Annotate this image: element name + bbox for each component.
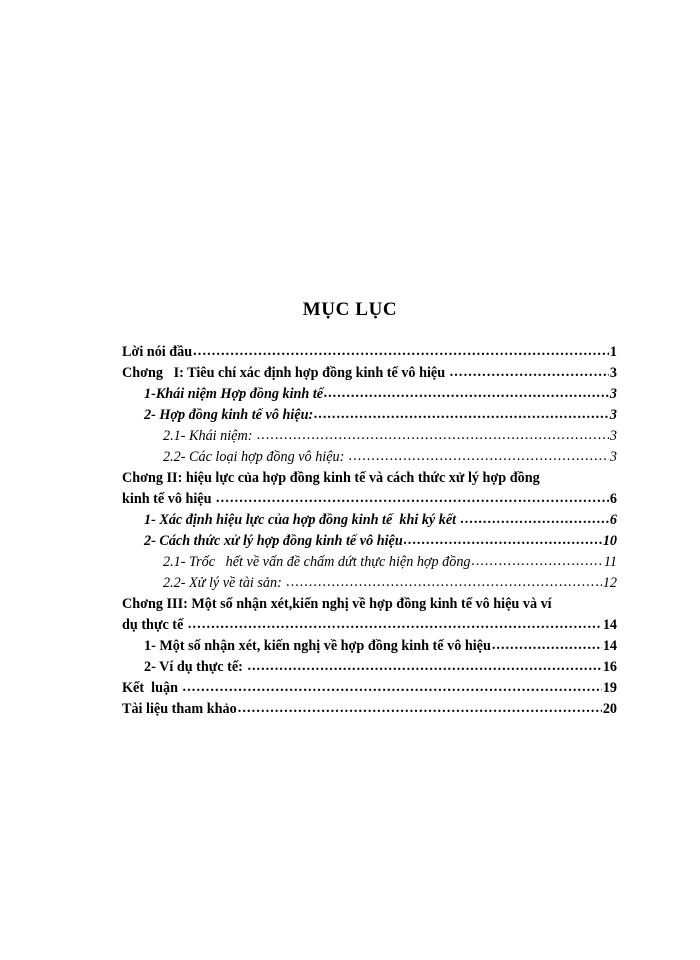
page-title: MỤC LỤC bbox=[302, 299, 398, 320]
toc-entry-title: 2- Cách thức xử lý hợp đồng kinh tế vô hiệu bbox=[144, 533, 403, 549]
toc-entry-title-line1: Chơng II: hiệu lực của hợp đồng kinh tế và cách thức xử lý hợp đồng bbox=[122, 470, 540, 486]
toc-entry-title: 2- Hợp đồng kinh tế vô hiệu: bbox=[144, 407, 314, 423]
toc-entry[interactable] bbox=[144, 657, 617, 678]
toc-entry-row bbox=[122, 678, 617, 699]
toc-entry[interactable] bbox=[144, 636, 617, 657]
toc-leader-dots bbox=[216, 488, 609, 509]
toc-entry[interactable] bbox=[144, 405, 617, 426]
toc-entry-row bbox=[163, 552, 617, 573]
toc-entry-title: 2.1- Khái niệm: bbox=[163, 428, 256, 444]
toc-entry[interactable] bbox=[122, 342, 617, 363]
toc-leader-dots bbox=[286, 572, 601, 593]
toc-entry-row bbox=[144, 510, 617, 531]
toc-entry-row bbox=[122, 363, 617, 384]
toc-leader-dots bbox=[472, 551, 603, 572]
toc-entry[interactable] bbox=[163, 552, 617, 573]
toc-entry-title: 2.2- Các loại hợp đồng vô hiệu: bbox=[163, 449, 348, 465]
toc-page-number: 6 bbox=[609, 512, 617, 528]
toc-entry-title: 1- Xác định hiệu lực của hợp đồng kinh tế khi ký kết bbox=[144, 512, 460, 528]
toc-entry-title: 1-Khái niệm Hợp đồng kinh tế bbox=[144, 386, 324, 402]
toc-entry-title: 1- Một số nhận xét, kiến nghị về hợp đồng kinh tế vô hiệu bbox=[144, 638, 491, 654]
toc-entry-title: 2.2- Xử lý về tài sản: bbox=[163, 575, 286, 591]
toc-entry-row bbox=[144, 384, 617, 405]
toc-entry-title-line1: Chơng III: Một số nhận xét,kiến nghị về hợp đồng kinh tế vô hiệu và ví bbox=[122, 596, 552, 612]
toc-entry-row bbox=[122, 489, 617, 510]
toc-leader-dots bbox=[188, 614, 602, 635]
toc-entry-row bbox=[122, 342, 617, 363]
toc-entry-title: Tài liệu tham khảo bbox=[122, 701, 237, 717]
toc-page-number: 3 bbox=[609, 365, 617, 381]
toc-entry-row bbox=[163, 573, 617, 594]
toc-entry[interactable] bbox=[122, 594, 617, 636]
toc-page-number: 14 bbox=[602, 617, 617, 633]
toc-entry[interactable] bbox=[122, 678, 617, 699]
toc-page-number: 20 bbox=[602, 701, 617, 717]
toc-entry-title: Kết luận bbox=[122, 680, 182, 696]
toc-page-number: 3 bbox=[609, 386, 617, 402]
toc-leader-dots bbox=[450, 362, 609, 383]
toc-entry[interactable] bbox=[163, 573, 617, 594]
toc-entry-row bbox=[163, 447, 617, 468]
toc-leader-dots bbox=[193, 341, 609, 362]
toc-page-number: 10 bbox=[602, 533, 617, 549]
toc-entry[interactable] bbox=[163, 447, 617, 468]
toc-entry-row bbox=[163, 426, 617, 447]
toc-leader-dots bbox=[461, 509, 609, 530]
toc-leader-dots bbox=[183, 677, 602, 698]
toc-entry[interactable] bbox=[122, 468, 617, 510]
toc-leader-dots bbox=[257, 425, 609, 446]
toc-leader-dots bbox=[238, 698, 602, 719]
toc-entry-row bbox=[144, 531, 617, 552]
toc-entry-title: Chơng I: Tiêu chí xác định hợp đồng kinh tế vô hiệu bbox=[122, 365, 449, 381]
toc-leader-dots bbox=[314, 404, 609, 425]
table-of-contents bbox=[122, 342, 617, 720]
toc-page-number: 3 bbox=[609, 407, 617, 423]
toc-page-number: 6 bbox=[609, 491, 617, 507]
toc-entry-title: dụ thực tế bbox=[122, 617, 187, 633]
toc-entry-row bbox=[144, 405, 617, 426]
toc-page-number: 3 bbox=[609, 449, 617, 465]
toc-entry[interactable] bbox=[144, 510, 617, 531]
toc-entry[interactable] bbox=[144, 531, 617, 552]
toc-entry-title: 2.1- Trốc hết về vấn đề chấm dứt thực hiện hợp đồng bbox=[163, 554, 471, 570]
toc-leader-dots bbox=[404, 530, 602, 551]
toc-leader-dots bbox=[349, 446, 609, 467]
toc-entry-row bbox=[122, 615, 617, 636]
toc-page-number: 1 bbox=[609, 344, 617, 360]
toc-leader-dots bbox=[492, 635, 602, 656]
toc-entry-row bbox=[144, 657, 617, 678]
toc-entry[interactable] bbox=[144, 384, 617, 405]
toc-page-number: 16 bbox=[602, 659, 617, 675]
toc-entry-title: Lời nói đầu bbox=[122, 344, 193, 360]
toc-leader-dots bbox=[324, 383, 609, 404]
toc-page-number: 3 bbox=[609, 428, 617, 444]
toc-entry[interactable] bbox=[122, 363, 617, 384]
toc-leader-dots bbox=[247, 656, 601, 677]
toc-page-number: 14 bbox=[602, 638, 617, 654]
toc-entry-title: 2- Ví dụ thực tế: bbox=[144, 659, 247, 675]
toc-page-number: 19 bbox=[602, 680, 617, 696]
toc-entry[interactable] bbox=[122, 699, 617, 720]
toc-page-number: 11 bbox=[603, 554, 617, 570]
toc-entry-title: kinh tế vô hiệu bbox=[122, 491, 216, 507]
toc-entry[interactable] bbox=[163, 426, 617, 447]
toc-entry-row bbox=[144, 636, 617, 657]
toc-entry-row bbox=[122, 699, 617, 720]
toc-page-number: 12 bbox=[602, 575, 617, 591]
